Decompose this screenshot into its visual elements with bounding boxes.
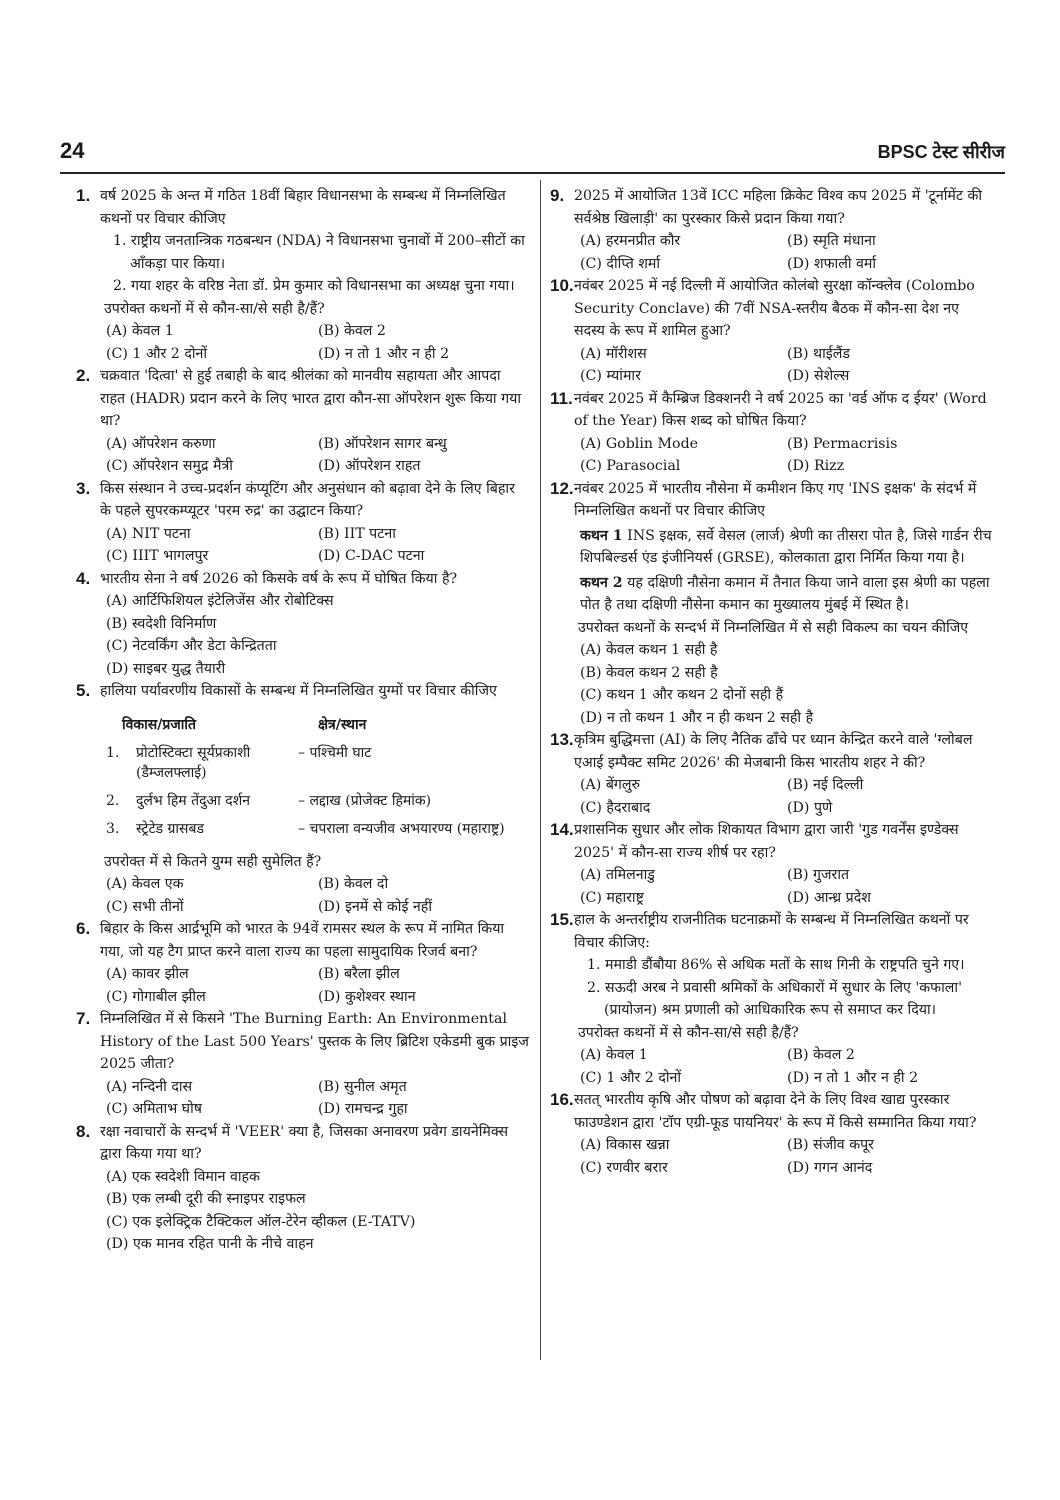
option-b: (B) स्वदेशी विनिर्माण — [106, 615, 217, 632]
page-number: 24 — [60, 138, 85, 163]
question-text: नवंबर 2025 में नई दिल्ली में आयोजित कोलंबो सुरक्षा कॉन्क्लेव (Colombo Security Conclave) की 7वीं NSA-स्तरीय बैठक में कौन-सा देश नए सदस्य के रूप में शामिल हुआ? — [574, 278, 975, 339]
options — [100, 1076, 530, 1121]
question-16 — [552, 1089, 994, 1179]
option-b: (B) बरैला झील — [318, 966, 400, 982]
question-text: कृत्रिम बुद्धिमत्ता (AI) के लिए नैतिक ढाँचे पर ध्यान केन्द्रित करने वाले 'ग्लोबल एआई इम्पैक्ट समिट 2026' की मेजबानी किस भारतीय शहर ने की? — [574, 732, 973, 771]
question-6 — [78, 918, 530, 1008]
option-d: (D) एक मानव रहित पानी के नीचे वाहन — [106, 1236, 314, 1252]
option-c: (C) एक इलेक्ट्रिक टैक्टिकल ऑल-टेरेन व्हीकल (E-TATV) — [106, 1213, 416, 1230]
option-c: (C) हैदराबाद — [580, 799, 651, 816]
species-name: स्ट्रेटेड ग्रासबड — [136, 820, 204, 837]
question-number: 2. — [76, 366, 91, 385]
option-a: (A) मॉरीशस — [580, 345, 647, 362]
option-c: (C) म्यांमार — [580, 368, 641, 384]
option-a: (A) तमिलनाडु — [580, 867, 655, 883]
species-name: दुर्लभ हिम तेंदुआ दर्शन — [136, 792, 250, 809]
statement-text: INS इक्षक, सर्वे वेसल (लार्ज) श्रेणी का तीसरा पोत है, जिसे गार्डन रीच शिपबिल्डर्स एंड इंजीनियर्स (GRSE), कोलकाता द्वारा निर्मित किया गया है। — [580, 527, 992, 566]
option-a: (A) आर्टिफिशियल इंटेलिजेंस और रोबोटिक्स — [106, 593, 334, 609]
options — [100, 320, 530, 365]
place-name: – चपराला वन्यजीव अभयारण्य (महाराष्ट्र) — [298, 820, 505, 837]
question-text: सतत् भारतीय कृषि और पोषण को बढ़ावा देने के लिए विश्व खाद्य पुरस्कार फाउण्डेशन द्वारा 'टॉप एग्री-फूड पायनियर' के रूप में किसे सम्मानित किया गया? — [574, 1092, 977, 1131]
options — [100, 590, 530, 680]
table-row — [102, 817, 515, 845]
option-a: (A) NIT पटना — [106, 525, 191, 542]
option-c: (C) कथन 1 और कथन 2 दोनों सही हैं — [580, 687, 784, 703]
question-1 — [78, 185, 530, 365]
options — [100, 963, 530, 1008]
option-d: (D) रामचन्द्र गुहा — [318, 1101, 408, 1117]
option-c: (C) रणवीर बरार — [580, 1159, 668, 1176]
option-b: (B) केवल दो — [318, 876, 389, 892]
option-d: (D) साइबर युद्ध तैयारी — [106, 660, 226, 677]
place-name: – पश्चिमी घाट — [298, 744, 372, 761]
question-11 — [552, 388, 994, 478]
pairs-table — [102, 711, 515, 845]
statement-label: कथन 2 — [580, 574, 623, 591]
question-number: 12. — [550, 478, 574, 498]
question-number: 11. — [550, 388, 573, 408]
options — [100, 1166, 530, 1256]
question-text: किस संस्थान ने उच्च-प्रदर्शन कंप्यूटिंग और अनुसंधान को बढ़ावा देने के लिए बिहार के पहले सुपरकम्प्यूटर 'परम रुद्र' का उद्घाटन किया? — [100, 480, 515, 519]
table-row — [102, 789, 515, 817]
statement-text: यह दक्षिणी नौसेना कमान में तैनात किया जाने वाला इस श्रेणी का पहला पोत है तथा दक्षिणी नौसेना कमान का मुख्यालय मुंबई में स्थित है। — [580, 574, 990, 613]
option-c: (C) Parasocial — [580, 458, 681, 474]
option-d: (D) गगन आनंद — [787, 1159, 873, 1176]
question-4 — [78, 568, 530, 681]
options — [574, 774, 994, 819]
question-number: 7. — [76, 1009, 91, 1028]
option-b: (B) थाईलैंड — [787, 345, 850, 362]
option-b: (B) संजीव कपूर — [787, 1137, 874, 1153]
species-name: प्रोटोस्टिक्टा सूर्यप्रकाशी (डैम्जलफ्लाई) — [136, 744, 251, 781]
option-b: (B) केवल कथन 2 सही है — [580, 664, 718, 681]
question-text: नवंबर 2025 में भारतीय नौसेना में कमीशन किए गए 'INS इक्षक' के संदर्भ में निम्नलिखित कथनों पर विचार कीजिए — [574, 480, 977, 519]
question-number: 3. — [76, 478, 91, 498]
option-d: (D) शफाली वर्मा — [787, 255, 877, 272]
statement-1: 1. ममाडी डौंबौया 86% से अधिक मतों के साथ गिनी के राष्ट्रपति चुने गए। — [587, 957, 965, 973]
option-a: (A) केवल एक — [106, 876, 184, 892]
question-text: भारतीय सेना ने वर्ष 2026 को किसके वर्ष के रूप में घोषित किया है? — [100, 570, 458, 587]
option-d: (D) न तो कथन 1 और न ही कथन 2 सही है — [580, 709, 814, 726]
option-a: (A) Goblin Mode — [580, 435, 699, 452]
row-number: 3. — [106, 820, 120, 837]
question-number: 10. — [550, 276, 574, 295]
option-c: (C) 1 और 2 दोनों — [106, 345, 208, 362]
option-d: (D) आन्ध्र प्रदेश — [787, 889, 871, 906]
option-a: (A) केवल कथन 1 सही है — [580, 642, 718, 658]
question-13 — [552, 729, 994, 819]
options — [574, 639, 994, 729]
option-a: (A) विकास खन्ना — [580, 1137, 670, 1153]
column-header-species: विकास/प्रजाति — [122, 716, 196, 733]
column-header-place: क्षेत्र/स्थान — [318, 716, 367, 733]
option-d: (D) इनमें से कोई नहीं — [318, 898, 433, 915]
question-text: चक्रवात 'दित्वा' से हुई तबाही के बाद श्रीलंका को मानवीय सहायता और आपदा राहत (HADR) प्रदान करने के लिए भारत द्वारा कौन-सा ऑपरेशन शुरू किया गया था? — [100, 368, 522, 429]
question-text: प्रशासनिक सुधार और लोक शिकायत विभाग द्वारा जारी 'गुड गवर्नेंस इण्डेक्स 2025' में कौन-सा राज्य शीर्ष पर रहा? — [574, 822, 959, 861]
question-text: रक्षा नवाचारों के सन्दर्भ में 'VEER' क्या है, जिसका अनावरण प्रवेग डायनेमिक्स द्वारा किया गया था? — [100, 1123, 509, 1162]
question-text: नवंबर 2025 में कैम्ब्रिज डिक्शनरी ने वर्ष 2025 का 'वर्ड ऑफ द ईयर' (Word of the Year) किस शब्द को घोषित किया? — [574, 390, 987, 429]
question-text: निम्नलिखित में से किसने 'The Burning Earth: An Environmental History of the Last 500 Years' पुस्तक के लिए ब्रिटिश एकेडमी बुक प्राइज 2025 जीता? — [100, 1011, 529, 1072]
options — [100, 873, 530, 918]
question-text: वर्ष 2025 के अन्त में गठित 18वीं बिहार विधानसभा के सम्बन्ध में निम्नलिखित कथनों पर विचार कीजिए — [100, 188, 506, 227]
question-10 — [552, 275, 994, 388]
left-column — [78, 185, 530, 1256]
option-b: (B) Permacrisis — [787, 435, 898, 452]
statement-2: 2. गया शहर के वरिष्ठ नेता डॉ. प्रेम कुमार को विधानसभा का अध्यक्ष चुना गया। — [113, 278, 515, 294]
question-number: 6. — [76, 919, 91, 938]
option-a: (A) एक स्वदेशी विमान वाहक — [106, 1168, 260, 1185]
question-number: 4. — [76, 568, 91, 588]
place-name: – लद्दाख (प्रोजेक्ट हिमांक) — [298, 792, 432, 809]
option-c: (C) IIIT भागलपुर — [106, 548, 209, 564]
option-d: (D) न तो 1 और न ही 2 — [787, 1069, 919, 1086]
option-b: (B) एक लम्बी दूरी की स्नाइपर राइफल — [106, 1191, 306, 1207]
question-5 — [78, 680, 530, 918]
option-d: (D) कुशेश्वर स्थान — [318, 988, 416, 1005]
table-row — [102, 741, 515, 789]
option-c: (C) महाराष्ट्र — [580, 889, 644, 906]
option-a: (A) हरमनप्रीत कौर — [580, 233, 681, 249]
right-column — [552, 185, 994, 1179]
question-prompt: उपरोक्त कथनों के सन्दर्भ में निम्नलिखित में से सही विकल्प का चयन कीजिए — [578, 619, 969, 636]
options — [100, 523, 530, 568]
options — [100, 433, 530, 478]
option-a: (A) ऑपरेशन करुणा — [106, 435, 216, 452]
question-prompt: उपरोक्त कथनों में से कौन-सा/से सही है/हैं? — [104, 300, 325, 317]
options — [574, 864, 994, 909]
question-text: 2025 में आयोजित 13वें ICC महिला क्रिकेट विश्व कप 2025 में 'टूर्नामेंट की सर्वश्रेष्ठ खिलाड़ी' का पुरस्कार किसे प्रदान किया गया? — [574, 188, 983, 227]
option-d: (D) पुणे — [787, 799, 833, 816]
question-number: 5. — [76, 681, 91, 700]
statement-1: 1. राष्ट्रीय जनतान्त्रिक गठबन्धन (NDA) ने विधानसभा चुनावों में 200–सीटों का आँकड़ा पार किया। — [113, 233, 525, 272]
option-d: (D) सेशेल्स — [787, 368, 850, 384]
option-a: (A) नन्दिनी दास — [106, 1078, 193, 1095]
option-b: (B) ऑपरेशन सागर बन्धु — [318, 435, 447, 452]
options — [574, 230, 994, 275]
option-a: (A) केवल 1 — [106, 323, 174, 339]
row-number: 1. — [106, 744, 120, 761]
option-d: (D) Rizz — [787, 458, 845, 474]
option-a: (A) केवल 1 — [580, 1047, 648, 1063]
question-number: 13. — [550, 730, 574, 749]
question-text: हाल के अन्तर्राष्ट्रीय राजनीतिक घटनाक्रमों के सम्बन्ध में निम्नलिखित कथनों पर विचार कीजिए: — [574, 912, 969, 951]
option-b: (B) नई दिल्ली — [787, 777, 864, 793]
option-d: (D) न तो 1 और न ही 2 — [318, 345, 450, 362]
options — [574, 433, 994, 478]
option-c: (C) नेटवर्किंग और डेटा केन्द्रितता — [106, 638, 277, 654]
option-d: (D) C-DAC पटना — [318, 548, 425, 564]
options — [574, 1044, 994, 1089]
option-b: (B) IIT पटना — [318, 525, 396, 542]
option-b: (B) केवल 2 — [318, 323, 386, 339]
question-15 — [552, 909, 994, 1089]
question-9 — [552, 185, 994, 275]
option-b: (B) सुनील अमृत — [318, 1078, 407, 1095]
question-8 — [78, 1121, 530, 1256]
option-b: (B) स्मृति मंधाना — [787, 233, 876, 249]
question-number: 16. — [550, 1090, 574, 1109]
question-prompt: उपरोक्त कथनों में से कौन-सा/से सही है/हैं? — [578, 1024, 799, 1041]
question-prompt: उपरोक्त में से कितने युग्म सही सुमेलित हैं? — [104, 853, 322, 870]
statement-1 — [574, 525, 994, 570]
statement-2 — [574, 572, 994, 617]
statement-label: कथन 1 — [580, 527, 623, 544]
question-number: 14. — [550, 820, 574, 839]
options — [574, 343, 994, 388]
option-c: (C) 1 और 2 दोनों — [580, 1069, 682, 1086]
option-a: (A) कावर झील — [106, 966, 189, 982]
question-number: 9. — [550, 186, 565, 205]
option-c: (C) गोगाबील झील — [106, 988, 206, 1005]
header-rule — [60, 172, 1005, 174]
question-text: बिहार के किस आर्द्रभूमि को भारत के 94वें रामसर स्थल के रूप में नामित किया गया, जो यह टैग प्राप्त करने वाला राज्य का पहला सामुदायिक रिजर्व बना? — [100, 921, 505, 960]
question-number: 15. — [550, 910, 574, 929]
question-number: 1. — [76, 186, 91, 205]
option-b: (B) गुजरात — [787, 867, 850, 883]
options — [574, 1134, 994, 1179]
question-7 — [78, 1008, 530, 1121]
question-2 — [78, 365, 530, 478]
option-b: (B) केवल 2 — [787, 1047, 855, 1063]
running-header: BPSC टेस्ट सीरीज — [877, 142, 1005, 162]
option-c: (C) ऑपरेशन समुद्र मैत्री — [106, 458, 233, 474]
question-14 — [552, 819, 994, 909]
option-c: (C) अमिताभ घोष — [106, 1101, 202, 1117]
statement-2: 2. सऊदी अरब ने प्रवासी श्रमिकों के अधिकारों में सुधार के लिए 'कफाला' (प्रायोजन) श्रम प्रणाली को आधिकारिक रूप से समाप्त कर दिया। — [587, 979, 962, 1018]
option-c: (C) सभी तीनों — [106, 898, 184, 915]
question-3 — [78, 478, 530, 568]
column-divider — [540, 180, 541, 1360]
question-text: हालिया पर्यावरणीय विकासों के सम्बन्ध में निम्नलिखित युग्मों पर विचार कीजिए — [100, 683, 497, 699]
option-c: (C) दीप्ति शर्मा — [580, 255, 661, 272]
option-d: (D) ऑपरेशन राहत — [318, 458, 421, 474]
option-a: (A) बेंगलुरु — [580, 777, 641, 793]
question-12 — [552, 478, 994, 730]
question-number: 8. — [76, 1121, 91, 1141]
row-number: 2. — [106, 792, 120, 809]
